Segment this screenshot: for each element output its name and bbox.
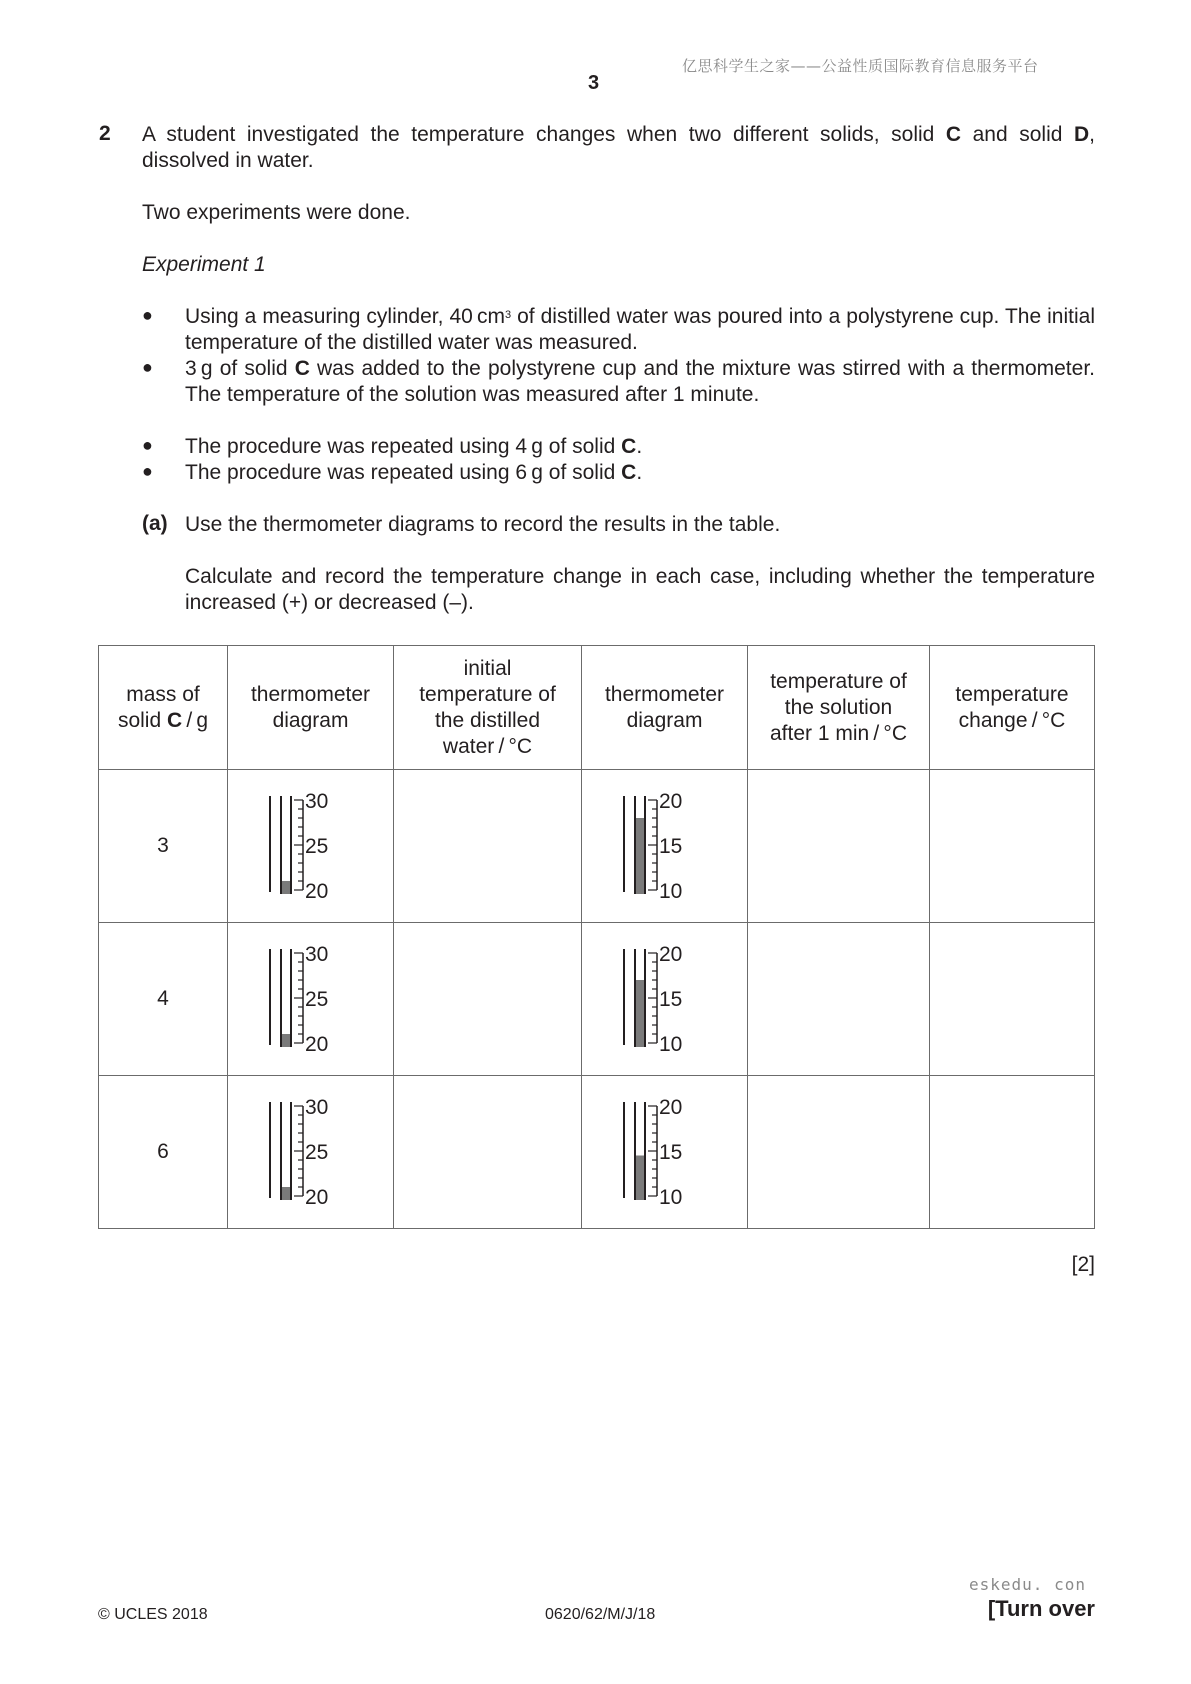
bullet-item: The procedure was repeated using 4 g of solid C. [185, 435, 643, 458]
thermometer-cell [228, 770, 394, 923]
table-row [99, 1076, 1095, 1229]
scale-label: 20 [304, 1033, 328, 1056]
scale-label: 20 [658, 790, 682, 813]
copyright: © UCLES 2018 [98, 1606, 208, 1623]
scale-label: 15 [658, 1141, 682, 1164]
marks-allocation: [2] [1071, 1253, 1095, 1276]
scale-label: 25 [304, 988, 328, 1011]
header-temperature-change: temperature change / °C [930, 646, 1095, 770]
mass-cell: 6 [99, 1076, 228, 1229]
scale-label: 30 [304, 943, 328, 966]
header-initial-temperature: initial temperature of the distilled water / °C [394, 646, 582, 770]
answer-cell-change[interactable] [930, 923, 1095, 1076]
thermometer-cell [228, 923, 394, 1076]
header-thermometer-diagram: thermometer diagram [228, 646, 394, 770]
thermometer-cell [228, 1076, 394, 1229]
scale-label: 15 [658, 835, 682, 858]
experiment-title: Experiment 1 [142, 253, 266, 276]
site-watermark: eskedu. con [969, 1575, 1086, 1594]
thermometer-diagram [266, 939, 356, 1059]
thermometer-liquid [636, 1156, 644, 1201]
header-mass: mass of solid C / g [99, 646, 228, 770]
scale-label: 20 [304, 880, 328, 903]
thermometer-liquid [636, 818, 644, 894]
thermometer-liquid [282, 881, 290, 894]
thermometer-cell [582, 1076, 748, 1229]
mass-cell: 3 [99, 770, 228, 923]
bullet-item: The procedure was repeated using 6 g of solid C. [185, 461, 643, 484]
turn-over: [Turn over [987, 1596, 1095, 1621]
scale-label: 30 [304, 1096, 328, 1119]
scale-label: 25 [304, 1141, 328, 1164]
thermometer-liquid [282, 1034, 290, 1047]
bullet-marker: ● [142, 305, 153, 325]
thermometer-liquid [282, 1187, 290, 1200]
answer-cell-initial[interactable] [394, 770, 582, 923]
table-row [99, 923, 1095, 1076]
answer-cell-after[interactable] [748, 1076, 930, 1229]
thermometer-diagram [620, 786, 710, 906]
thermometer-diagram [266, 786, 356, 906]
scale-label: 10 [658, 1186, 682, 1209]
thermometer-cell [582, 923, 748, 1076]
scale-label: 25 [304, 835, 328, 858]
scale-label: 30 [304, 790, 328, 813]
scale-label: 20 [658, 1096, 682, 1119]
bullet-marker: ● [142, 357, 153, 377]
results-table [98, 645, 1095, 1229]
scale-label: 10 [658, 880, 682, 903]
part-label: (a) [142, 512, 168, 535]
answer-cell-after[interactable] [748, 923, 930, 1076]
mass-cell: 4 [99, 923, 228, 1076]
table-row [99, 770, 1095, 923]
thermometer-diagram [620, 939, 710, 1059]
thermometer-diagram [266, 1092, 356, 1212]
scale-label: 15 [658, 988, 682, 1011]
answer-cell-initial[interactable] [394, 923, 582, 1076]
thermometer-liquid [636, 980, 644, 1047]
answer-cell-after[interactable] [748, 770, 930, 923]
question-number: 2 [99, 122, 111, 145]
question-intro: A student investigated the temperature changes when two different solids, solid C and solid D, dissolved in water. [142, 123, 1095, 172]
watermark-text: 亿思科学生之家——公益性质国际教育信息服务平台 [682, 57, 1039, 75]
paper-code: 0620/62/M/J/18 [545, 1606, 656, 1623]
thermometer-cell [582, 770, 748, 923]
scale-label: 20 [658, 943, 682, 966]
part-instruction-2: Calculate and record the temperature change in each case, including whether the temperature increased (+) or decreased (–). [185, 565, 1095, 614]
part-instruction: Use the thermometer diagrams to record the results in the table. [185, 513, 781, 536]
bullet-marker: ● [142, 435, 153, 455]
table-header-row [99, 646, 1095, 770]
bullet-item: Using a measuring cylinder, 40 $cm^3$ of distilled water was poured into a polystyrene cup. The initial temperature of the distilled water was measured. [185, 305, 1095, 354]
scale-label: 10 [658, 1033, 682, 1056]
page-number: 3 [588, 72, 600, 94]
answer-cell-change[interactable] [930, 1076, 1095, 1229]
header-temperature-after: temperature of the solution after 1 min / °C [748, 646, 930, 770]
bullet-marker: ● [142, 461, 153, 481]
answer-cell-change[interactable] [930, 770, 1095, 923]
thermometer-diagram [620, 1092, 710, 1212]
scale-label: 20 [304, 1186, 328, 1209]
answer-cell-initial[interactable] [394, 1076, 582, 1229]
bullet-item: 3 g of solid C was added to the polystyrene cup and the mixture was stirred with a thermometer. The temperature of the solution was measured after 1 minute. [185, 357, 1095, 406]
header-thermometer-diagram-2: thermometer diagram [582, 646, 748, 770]
experiments-line: Two experiments were done. [142, 201, 411, 224]
